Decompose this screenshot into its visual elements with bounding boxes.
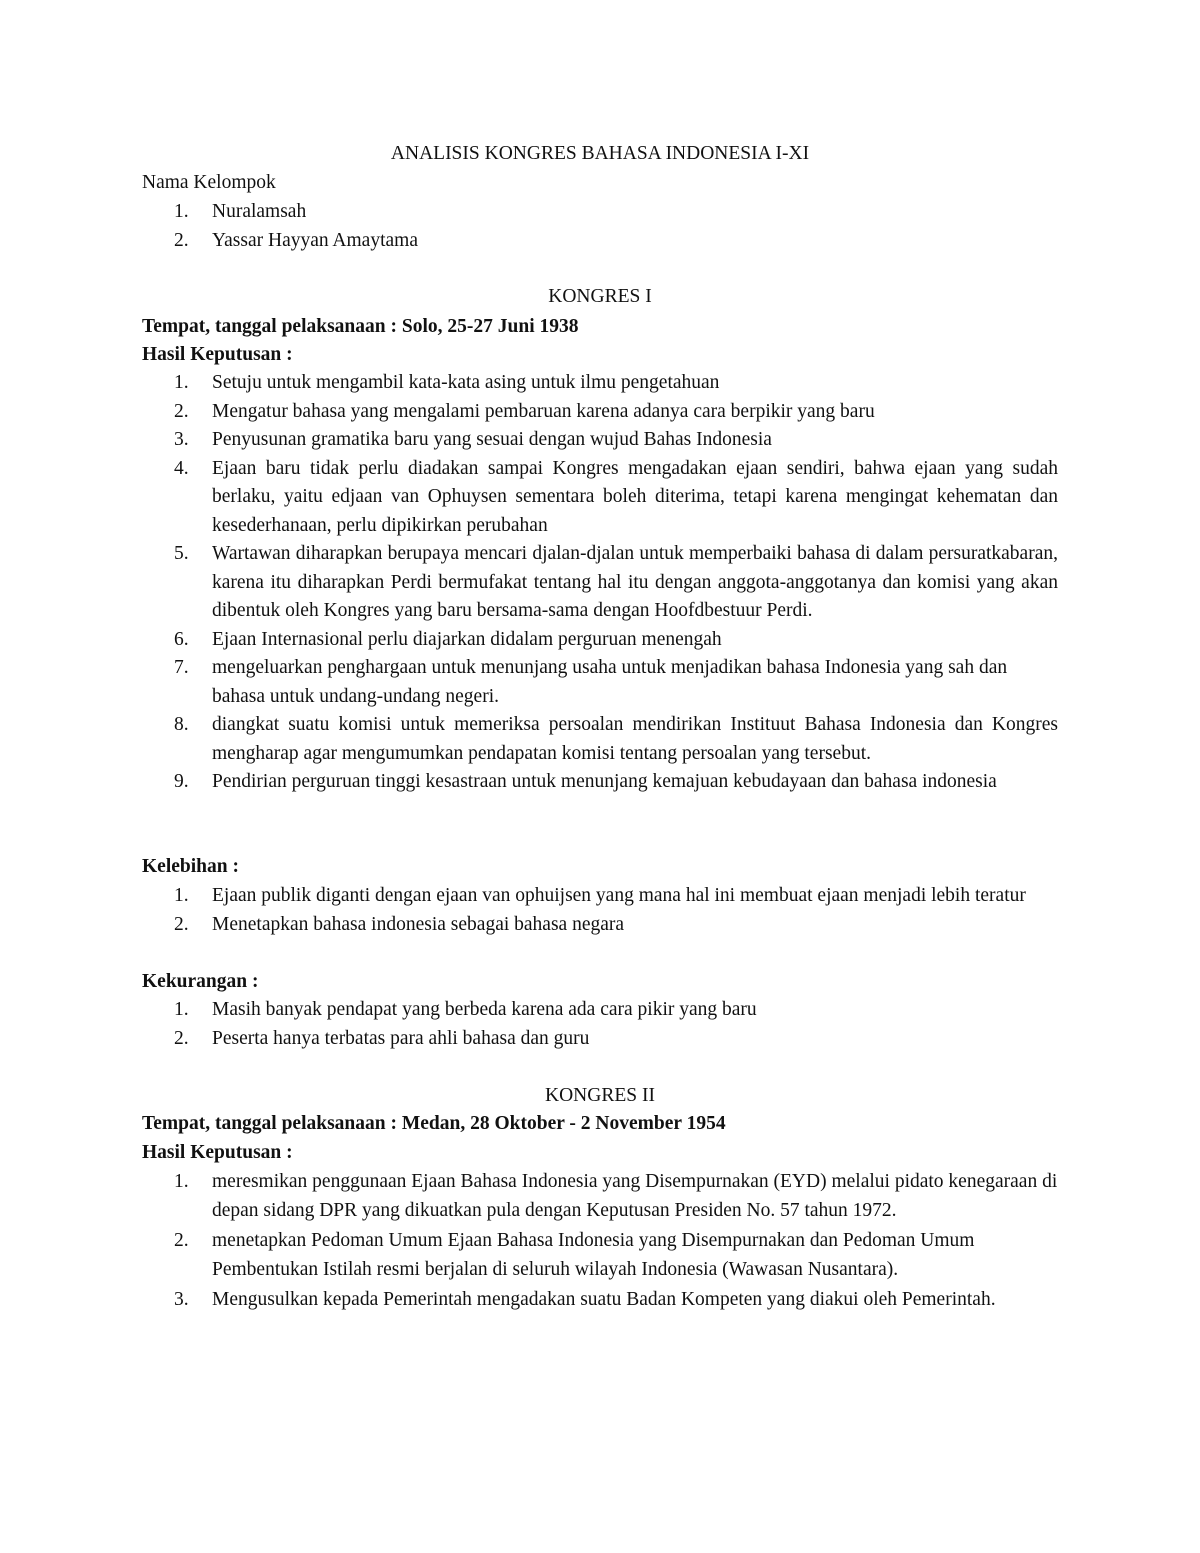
kongres1-cons-heading: Kekurangan : [142, 971, 259, 992]
list-item: 2. menetapkan Pedoman Umum Ejaan Bahasa Indonesia yang Disempurnakan dan Pedoman Umum Pembentukan Istilah resmi berjalan di seluruh wilayah Indonesia (Wawasan Nusantara). [174, 1230, 975, 1280]
list-item: 1. Nuralamsah [174, 201, 307, 222]
kongres2-results-list [142, 1168, 1058, 1315]
list-item: 5. Wartawan diharapkan berupaya mencari djalan-djalan untuk memperbaiki bahasa di dalam persuratkabaran, karena itu diharapkan Perdi bermufakat tentang hal itu dengan anggota-anggotanya dan komisi yang akan dibentuk oleh Kongres yang baru bersama-sama dengan Hoofdbestuur Perdi. [174, 543, 1058, 621]
list-item-text: Peserta hanya terbatas para ahli bahasa dan guru [212, 1027, 590, 1049]
kongres1-results-list [142, 369, 1058, 797]
list-item-text: Setuju untuk mengambil kata-kata asing untuk ilmu pengetahuan [212, 372, 720, 393]
kongres1-cons-list [142, 996, 1058, 1053]
member-name: Yassar Hayyan Amaytama [212, 229, 418, 251]
list-item-text: Menetapkan bahasa indonesia sebagai bahasa negara [212, 913, 625, 935]
list-item-text: meresmikan penggunaan Ejaan Bahasa Indonesia yang Disempurnakan (EYD) melalui pidato kenegaraan di depan sidang DPR yang dikuatkan pula dengan Keputusan Presiden No. 57 tahun 1972. [212, 1171, 1058, 1221]
kongres2-results-heading: Hasil Keputusan : [142, 1142, 293, 1163]
list-item-text: Ejaan Internasional perlu diajarkan didalam perguruan menengah [212, 628, 722, 650]
list-item-text: mengeluarkan penghargaan untuk menunjang usaha untuk menjadikan bahasa Indonesia yang sah dan bahasa untuk undang-undang negeri. [212, 657, 1008, 707]
kongres2-place-date: Tempat, tanggal pelaksanaan : Medan, 28 Oktober - 2 November 1954 [142, 1113, 726, 1134]
kongres2-title: KONGRES II [545, 1085, 655, 1106]
list-item-text: Penyusunan gramatika baru yang sesuai dengan wujud Bahas Indonesia [212, 429, 772, 450]
list-item: 1. Ejaan publik diganti dengan ejaan van ophuijsen yang mana hal ini membuat ejaan menjadi lebih teratur [174, 885, 1026, 906]
list-item: 1. Setuju untuk mengambil kata-kata asing untuk ilmu pengetahuan [174, 372, 720, 393]
list-item-text: Pendirian perguruan tinggi kesastraan untuk menunjang kemajuan kebudayaan dan bahasa indonesia [212, 771, 997, 792]
list-item-text: Mengusulkan kepada Pemerintah mengadakan suatu Badan Kompeten yang diakui oleh Pemerintah. [212, 1289, 996, 1310]
list-item-text: Ejaan publik diganti dengan ejaan van ophuijsen yang mana hal ini membuat ejaan menjadi lebih teratur [212, 885, 1026, 906]
list-item-text: diangkat suatu komisi untuk memeriksa persoalan mendirikan Instituut Bahasa Indonesia dan Kongres mengharap agar mengumumkan pendapatan komisi tentang persoalan yang tersebut. [212, 714, 1058, 764]
kongres1-place-date: Tempat, tanggal pelaksanaan : Solo, 25-27 Juni 1938 [142, 316, 579, 337]
list-item: 9. Pendirian perguruan tinggi kesastraan untuk menunjang kemajuan kebudayaan dan bahasa indonesia [174, 771, 997, 792]
list-item: 2. Yassar Hayyan Amaytama [174, 229, 418, 251]
list-item-text: Mengatur bahasa yang mengalami pembaruan karena adanya cara berpikir yang baru [212, 400, 875, 422]
document-title: ANALISIS KONGRES BAHASA INDONESIA I-XI [390, 143, 810, 164]
list-item: 4. Ejaan baru tidak perlu diadakan sampai Kongres mengadakan ejaan sendiri, bahwa ejaan yang sudah berlaku, yaitu edjaan van Ophuysen sementara boleh diterima, tetapi karena mengingat kehematan dan kesederhanaan, perlu dipikirkan perubahan [174, 457, 1058, 536]
kongres1-pros-list [142, 882, 1058, 939]
list-item-text: Wartawan diharapkan berupaya mencari djalan-djalan untuk memperbaiki bahasa di dalam persuratkabaran, karena itu diharapkan Perdi bermufakat tentang hal itu dengan anggota-anggotanya dan komisi yang akan dibentuk oleh Kongres yang baru bersama-sama dengan Hoofdbestuur Perdi. [212, 543, 1058, 621]
list-item: 1. meresmikan penggunaan Ejaan Bahasa Indonesia yang Disempurnakan (EYD) melalui pidato kenegaraan di depan sidang DPR yang dikuatkan pula dengan Keputusan Presiden No. 57 tahun 1972. [174, 1171, 1058, 1221]
kongres1-pros-heading: Kelebihan : [142, 856, 239, 877]
list-item: 2. Menetapkan bahasa indonesia sebagai bahasa negara [174, 913, 625, 935]
list-item: 2. Mengatur bahasa yang mengalami pembaruan karena adanya cara berpikir yang baru [174, 400, 875, 422]
list-item: 1. Masih banyak pendapat yang berbeda karena ada cara pikir yang baru [174, 999, 757, 1020]
list-item: 8. diangkat suatu komisi untuk memeriksa persoalan mendirikan Instituut Bahasa Indonesia dan Kongres mengharap agar mengumumkan pendapatan komisi tentang persoalan yang tersebut. [174, 714, 1058, 764]
kongres1-results-heading: Hasil Keputusan : [142, 344, 293, 365]
kongres1-title: KONGRES I [548, 286, 652, 307]
list-item: 7. mengeluarkan penghargaan untuk menunjang usaha untuk menjadikan bahasa Indonesia yang sah dan bahasa untuk undang-undang negeri. [174, 657, 1008, 707]
list-item: 3. Penyusunan gramatika baru yang sesuai dengan wujud Bahas Indonesia [174, 429, 772, 450]
list-item-text: Ejaan baru tidak perlu diadakan sampai Kongres mengadakan ejaan sendiri, bahwa ejaan yang sudah berlaku, yaitu edjaan van Ophuysen sementara boleh diterima, tetapi karena mengingat kehematan dan kesederhanaan, perlu dipikirkan perubahan [212, 457, 1058, 536]
list-item-text: Masih banyak pendapat yang berbeda karena ada cara pikir yang baru [212, 999, 757, 1020]
member-list [142, 198, 1058, 255]
list-item: 2. Peserta hanya terbatas para ahli bahasa dan guru [174, 1027, 590, 1049]
list-item: 3. Mengusulkan kepada Pemerintah mengadakan suatu Badan Kompeten yang diakui oleh Pemerintah. [174, 1289, 996, 1310]
group-label: Nama Kelompok [142, 172, 276, 193]
list-item-text: menetapkan Pedoman Umum Ejaan Bahasa Indonesia yang Disempurnakan dan Pedoman Umum Pembentukan Istilah resmi berjalan di seluruh wilayah Indonesia (Wawasan Nusantara). [212, 1230, 975, 1280]
member-name: Nuralamsah [212, 201, 307, 222]
list-item: 6. Ejaan Internasional perlu diajarkan didalam perguruan menengah [174, 628, 722, 650]
